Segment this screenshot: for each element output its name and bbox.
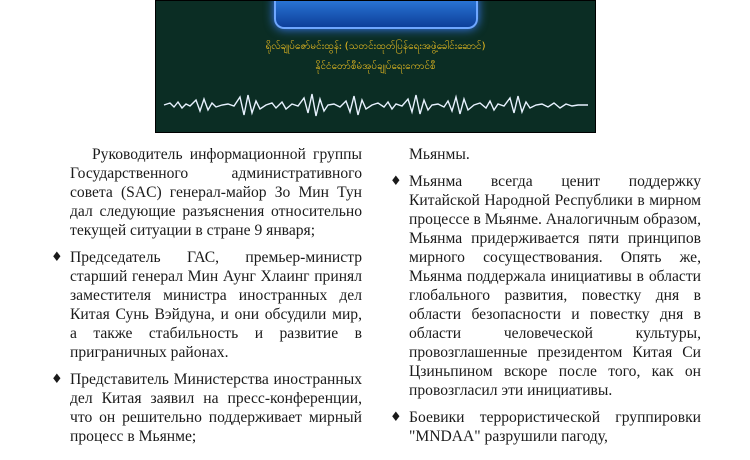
tv-screen-graphic — [274, 0, 478, 29]
list-item — [51, 248, 362, 362]
right-column — [390, 145, 701, 446]
bullet-text: Боевики террористической группировки "MNDAA" разрушили пагоду, — [409, 409, 701, 445]
continuation-text: Мьянмы. — [409, 146, 470, 163]
bullet-text: Мьянма всегда ценит поддержку Китайской Народной Республики в мирном процессе в Мьянме. Аналогичным образом, Мьянма придерживается пяти принципов мирного сосуществования. Опять же, Мьянма поддержала инициативы в области глобального развития, повестку дня в области безопасности и повестку дня в области человеческой культуры, провозглашенные президентом Китая Си Цзиньпином вскоре после того, как он провозгласил эти инициативы. — [409, 173, 701, 399]
banner-caption-line-1: ရိုလ်ချုပ်ဇော်မင်းထွန်း (သတင်းထုတ်ပြန်ရေးအဖွဲ့ခေါင်းဆောင်) — [265, 41, 486, 52]
diamond-bullet-icon: ♦ — [51, 372, 63, 387]
bullet-text: Представитель Министерства иностранных дел Китая заявил на пресс-конференции, что он решительно поддерживает мирный процесс в Мьянме; — [70, 371, 362, 445]
audio-waveform-graphic — [156, 85, 596, 125]
bullet-text: Председатель ГАС, премьер-министр старший генерал Мин Аунг Хлаинг принял заместителя министра иностранных дел Китая Сунь Вэйдуна, и они обсудили мир, а также стабильность и развитие в приграничных районах. — [70, 249, 362, 361]
banner-caption-line-2: နိုင်ငံတော်စီမံအုပ်ချုပ်ရေးကောင်စီ — [315, 61, 436, 72]
list-item — [51, 370, 362, 446]
list-item — [390, 408, 701, 446]
diamond-bullet-icon: ♦ — [390, 174, 402, 189]
intro-paragraph: Руководитель информационной группы Государственного административного совета (SAC) генерал-майор Зо Мин Тун дал следующие разъяснения относительно текущей ситуации в стране 9 января; — [70, 146, 362, 239]
header-banner-image — [155, 0, 596, 133]
diamond-bullet-icon: ♦ — [51, 250, 63, 265]
list-item — [390, 172, 701, 400]
left-column — [51, 145, 362, 446]
diamond-bullet-icon: ♦ — [390, 410, 402, 425]
